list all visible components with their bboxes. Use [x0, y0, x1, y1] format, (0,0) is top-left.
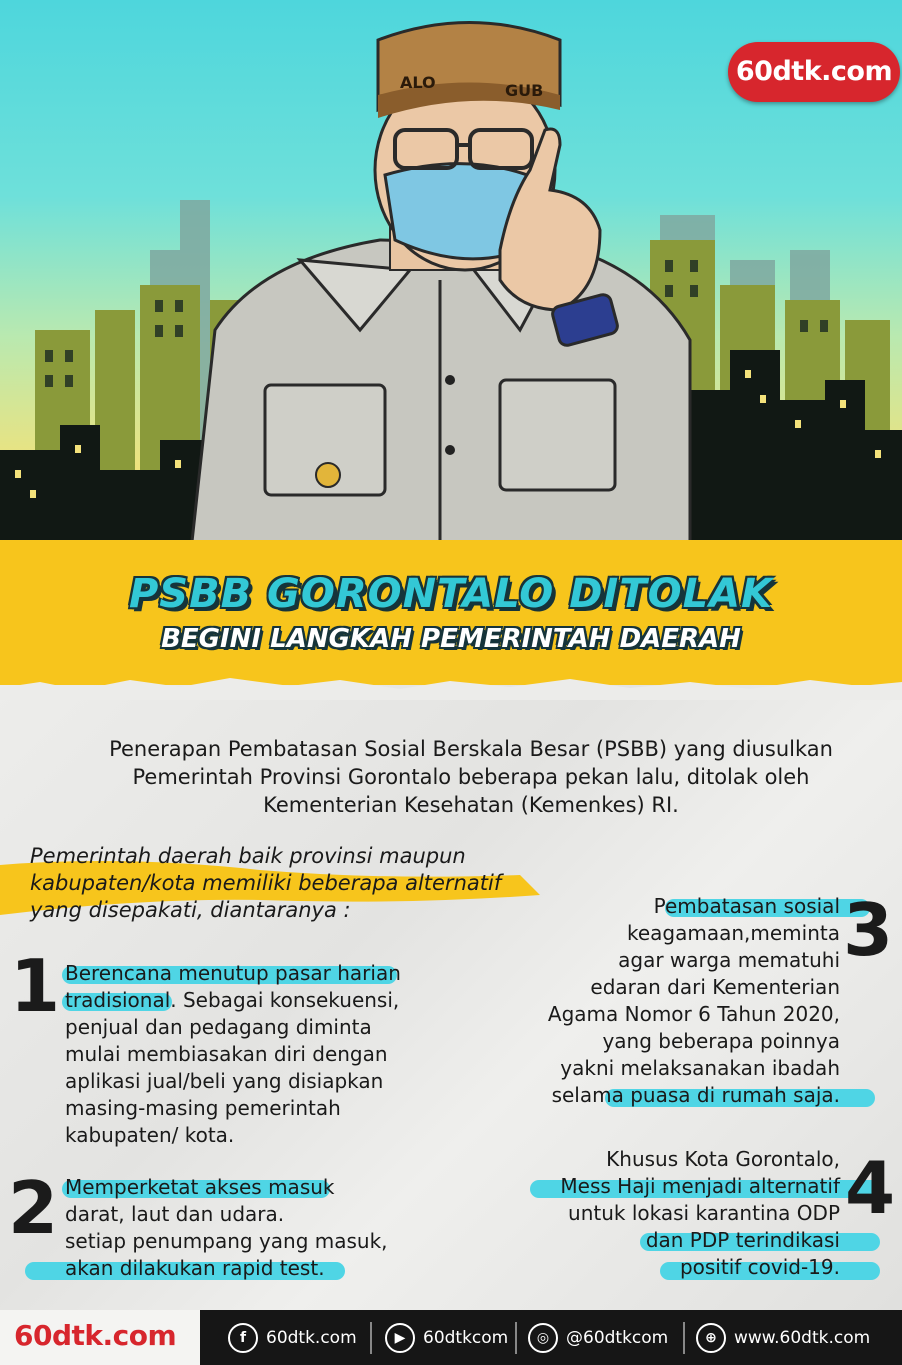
alternative-item-1	[65, 960, 465, 1149]
item-line: kabupaten/ kota.	[65, 1123, 235, 1147]
heading-line: yang disepakati, diantaranya :	[30, 898, 351, 922]
item-line: keagamaan,meminta	[626, 921, 840, 945]
facebook-handle: 60dtk.com	[266, 1328, 357, 1348]
item-number-3: 3	[843, 888, 894, 972]
brand-badge[interactable]: 60dtk.com	[728, 42, 900, 102]
item-number-1: 1	[10, 944, 61, 1028]
item-line: tradisional. Sebagai konsekuensi,	[65, 988, 400, 1012]
item-line: agar warga mematuhi	[618, 948, 840, 972]
hero-illustration	[0, 0, 902, 560]
intro-line: Kementerian Kesehatan (Kemenkes) RI.	[263, 793, 679, 817]
intro-line: Pemerintah Provinsi Gorontalo beberapa pekan lalu, ditolak oleh	[132, 765, 810, 789]
instagram-handle: @60dtkcom	[566, 1328, 669, 1348]
heading-line: Pemerintah daerah baik provinsi maupun	[30, 844, 466, 868]
item-line: Agama Nomor 6 Tahun 2020,	[547, 1002, 840, 1026]
item-line: yakni melaksanakan ibadah	[560, 1056, 840, 1080]
item-line: Berencana menutup pasar harian	[65, 961, 401, 985]
youtube-handle: 60dtkcom	[423, 1328, 509, 1348]
website-link[interactable]	[696, 1322, 870, 1354]
item-line: aplikasi jual/beli yang disiapkan	[65, 1069, 384, 1093]
heading-line: kabupaten/kota memiliki beberapa alternatif	[30, 871, 502, 895]
torn-paper-edge	[0, 670, 902, 700]
instagram-icon: ◎	[528, 1323, 558, 1353]
footer-divider	[683, 1322, 685, 1354]
item-line: edaran dari Kementerian	[590, 975, 840, 999]
globe-icon: ⊕	[696, 1323, 726, 1353]
intro-line: Penerapan Pembatasan Sosial Berskala Besar (PSBB) yang diusulkan	[109, 737, 833, 761]
item-line: Mess Haji menjadi alternatif	[560, 1174, 840, 1198]
alternative-item-3	[450, 893, 840, 1109]
footer-logo[interactable]: 60dtk.com	[14, 1319, 177, 1352]
youtube-icon: ▶	[385, 1323, 415, 1353]
alternative-item-2	[65, 1174, 465, 1282]
item-line: positif covid-19.	[679, 1255, 840, 1279]
page-subtitle: BEGINI LANGKAH PEMERINTAH DAERAH	[161, 624, 741, 654]
item-line: selama puasa di rumah saja.	[551, 1083, 840, 1107]
page-title: PSBB GORONTALO DITOLAK	[128, 571, 774, 617]
item-line: Khusus Kota Gorontalo,	[606, 1147, 840, 1171]
footer-divider	[370, 1322, 372, 1354]
facebook-icon: f	[228, 1323, 258, 1353]
item-line: darat, laut dan udara.	[65, 1202, 285, 1226]
alternative-item-4	[450, 1146, 840, 1281]
hat-text-left: ALO	[400, 73, 436, 92]
item-line: dan PDP terindikasi	[645, 1228, 840, 1252]
item-line: akan dilakukan rapid test.	[65, 1256, 325, 1280]
footer-divider	[515, 1322, 517, 1354]
item-line: Memperketat akses masuk	[65, 1175, 335, 1199]
item-line: setiap penumpang yang masuk,	[65, 1229, 388, 1253]
item-number-2: 2	[8, 1166, 59, 1250]
item-line: mulai membiasakan diri dengan	[65, 1042, 388, 1066]
item-line: Pembatasan sosial	[653, 894, 840, 918]
youtube-link[interactable]	[385, 1322, 508, 1354]
hat-text-right: GUB	[505, 81, 544, 100]
website-url: www.60dtk.com	[734, 1328, 871, 1348]
instagram-link[interactable]	[528, 1322, 668, 1354]
item-line: masing-masing pemerintah	[65, 1096, 341, 1120]
item-line: untuk lokasi karantina ODP	[568, 1201, 840, 1225]
facebook-link[interactable]	[228, 1322, 357, 1354]
item-line: yang beberapa poinnya	[602, 1029, 840, 1053]
item-line: penjual dan pedagang diminta	[65, 1015, 372, 1039]
intro-paragraph	[40, 735, 902, 819]
item-number-4: 4	[845, 1146, 896, 1230]
